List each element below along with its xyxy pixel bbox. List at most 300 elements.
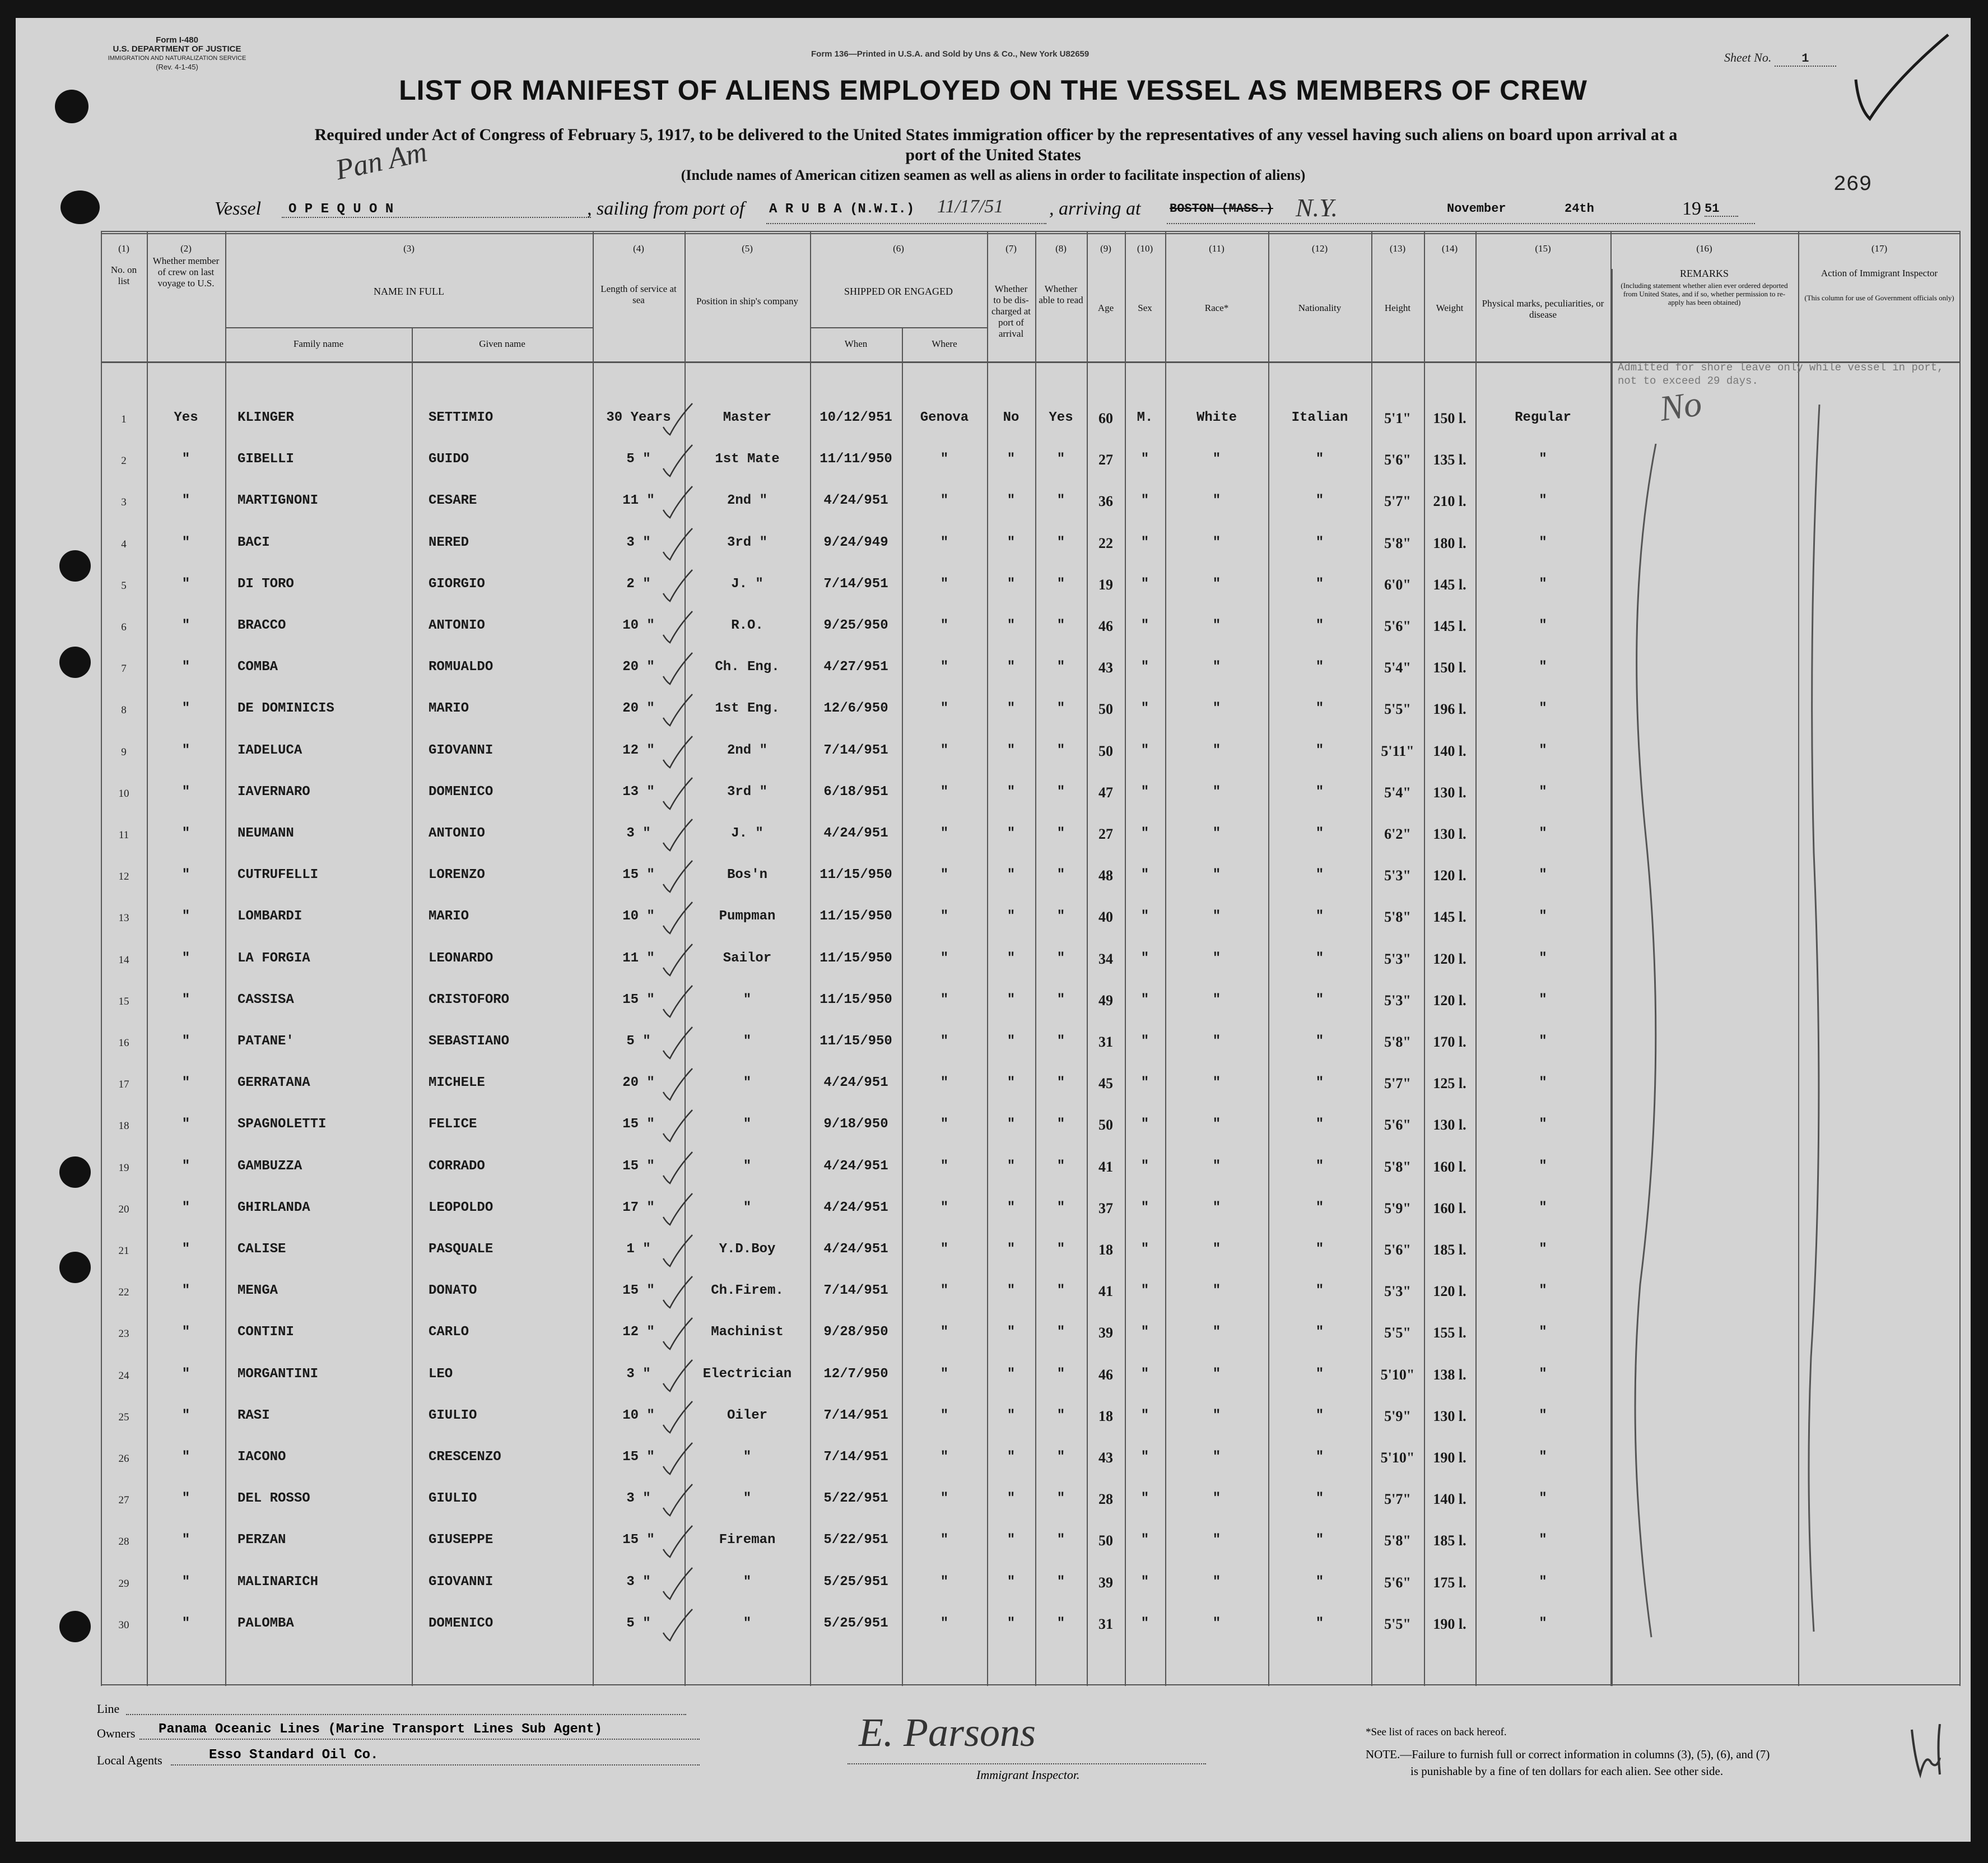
cell-when: 5/25/951 — [823, 1574, 888, 1590]
cell-position: " — [743, 1615, 752, 1631]
table-row — [101, 1230, 1961, 1272]
cell-service: 11 " — [622, 493, 655, 509]
tick-mark-icon — [661, 1442, 695, 1475]
owners-underline — [139, 1739, 700, 1740]
remark-admitted: Admitted for shore leave only while vessel in port, not to exceed 29 days. — [1618, 361, 1944, 387]
col-label-c9: Age — [1097, 303, 1114, 313]
cell-when: 7/14/951 — [823, 1283, 888, 1299]
cell-read: " — [1056, 1532, 1065, 1548]
cell-when: 5/22/951 — [823, 1491, 888, 1507]
cell-read: " — [1056, 742, 1065, 758]
cell-service: 17 " — [622, 1200, 655, 1215]
col-number-c7: (7) — [1005, 243, 1017, 254]
cell-given: CESARE — [429, 493, 477, 509]
arriving-port: BOSTON (MASS.) — [1170, 202, 1273, 216]
cell-where: " — [940, 1242, 949, 1257]
cell-last: " — [181, 701, 190, 717]
table-row — [101, 981, 1961, 1023]
cell-sex: " — [1140, 1034, 1149, 1049]
table-row — [101, 440, 1961, 482]
cell-disch: " — [1007, 826, 1016, 841]
cell-last: " — [181, 742, 190, 758]
cell-where: Genova — [920, 410, 969, 425]
tick-mark-icon — [661, 1525, 695, 1558]
cell-nat: " — [1315, 992, 1324, 1007]
tick-mark-icon — [661, 943, 695, 977]
col-shipped-when: When — [844, 338, 868, 349]
cell-last: " — [181, 1117, 190, 1132]
col-family-name: Family name — [293, 338, 344, 349]
footer — [97, 1702, 1945, 1831]
cell-marks: " — [1539, 701, 1547, 717]
cell-family: BRACCO — [238, 618, 286, 633]
cell-family: GIBELLI — [238, 452, 294, 467]
cell-race: " — [1212, 1491, 1221, 1507]
cell-where: " — [940, 535, 949, 550]
cell-nat: Italian — [1291, 410, 1348, 425]
table-row — [101, 1480, 1961, 1521]
cell-nat: " — [1315, 1075, 1324, 1091]
cell-height: 5'10" — [1380, 1366, 1415, 1383]
cell-given: ANTONIO — [429, 826, 485, 841]
cell-read: " — [1056, 1325, 1065, 1340]
cell-n: 14 — [118, 954, 129, 966]
cell-last: " — [181, 452, 190, 467]
tick-mark-icon — [661, 777, 695, 810]
cell-when: 6/18/951 — [823, 784, 888, 800]
cell-last: " — [181, 950, 190, 966]
cell-n: 4 — [121, 538, 127, 550]
cell-weight: 140 l. — [1433, 1491, 1466, 1508]
cell-when: 12/6/950 — [823, 701, 888, 717]
fine-note-1: NOTE.—Failure to furnish full or correct information in columns (3), (5), (6), and (7) — [1366, 1748, 1770, 1761]
cell-race: " — [1212, 992, 1221, 1007]
cell-marks: " — [1539, 1283, 1547, 1299]
cell-where: " — [940, 1491, 949, 1507]
cell-race: " — [1212, 1283, 1221, 1299]
cell-race: " — [1212, 950, 1221, 966]
cell-read: " — [1056, 1615, 1065, 1631]
cell-when: 4/24/951 — [823, 1242, 888, 1257]
cell-when: 4/27/951 — [823, 659, 888, 675]
cell-n: 28 — [118, 1536, 129, 1548]
table-row — [101, 1272, 1961, 1313]
cell-read: " — [1056, 1075, 1065, 1091]
tick-mark-icon — [661, 1608, 695, 1642]
cell-nat: " — [1315, 742, 1324, 758]
cell-last: " — [181, 618, 190, 633]
cell-read: " — [1056, 1200, 1065, 1215]
tick-mark-icon — [661, 984, 695, 1018]
table-row — [101, 815, 1961, 856]
cell-sex: " — [1140, 1532, 1149, 1548]
cell-position: J. " — [731, 826, 763, 841]
cell-weight: 135 l. — [1433, 452, 1466, 468]
cell-disch: " — [1007, 909, 1016, 924]
cell-n: 30 — [118, 1619, 129, 1631]
punch-hole — [59, 550, 91, 582]
table-row — [101, 482, 1961, 523]
cell-disch: " — [1007, 1117, 1016, 1132]
department: U.S. DEPARTMENT OF JUSTICE — [113, 44, 241, 54]
cell-family: RASI — [238, 1407, 270, 1423]
cell-race: " — [1212, 576, 1221, 592]
table-row — [101, 1521, 1961, 1563]
table-row — [101, 1397, 1961, 1438]
fine-note-2: is punishable by a fine of ten dollars for each alien. See other side. — [1410, 1764, 1724, 1778]
subtitle-line-3: (Include names of American citizen seamen as well as aliens in order to facilitate inspection of aliens) — [681, 167, 1306, 183]
cell-marks: Regular — [1515, 410, 1571, 425]
cell-marks: " — [1539, 909, 1547, 924]
cell-weight: 120 l. — [1433, 950, 1466, 967]
cell-read: " — [1056, 784, 1065, 800]
cell-service: 15 " — [622, 1449, 655, 1465]
cell-weight: 175 l. — [1433, 1574, 1466, 1591]
cell-read: " — [1056, 618, 1065, 633]
cell-when: 9/24/949 — [823, 535, 888, 550]
cell-age: 50 — [1098, 1532, 1113, 1549]
cell-when: 7/14/951 — [823, 742, 888, 758]
page-title: LIST OR MANIFEST OF ALIENS EMPLOYED ON THE VESSEL AS MEMBERS OF CREW — [399, 75, 1587, 106]
cell-read: " — [1056, 1242, 1065, 1257]
ditto-line-remarks — [1629, 444, 1674, 1643]
cell-height: 5'7" — [1384, 1075, 1411, 1092]
owners-value: Panama Oceanic Lines (Marine Transport Lines Sub Agent) — [159, 1722, 603, 1737]
inspector-underline — [848, 1763, 1206, 1764]
tick-mark-icon — [661, 652, 695, 685]
col-number-c1: (1) — [118, 243, 129, 254]
cell-service: 3 " — [626, 826, 651, 841]
cell-given: CRISTOFORO — [429, 992, 510, 1007]
tick-mark-icon — [661, 901, 695, 935]
cell-weight: 190 l. — [1433, 1615, 1466, 1632]
cell-race: " — [1212, 701, 1221, 717]
cell-weight: 130 l. — [1433, 784, 1466, 801]
cell-disch: " — [1007, 1449, 1016, 1465]
cell-n: 6 — [121, 621, 127, 633]
cell-last: " — [181, 1491, 190, 1507]
cell-race: " — [1212, 1242, 1221, 1257]
sheet-number-label — [1724, 50, 1836, 67]
cell-age: 28 — [1098, 1491, 1113, 1508]
cell-when: 12/7/950 — [823, 1366, 888, 1382]
cell-family: DI TORO — [238, 576, 294, 592]
col-number-c11: (11) — [1209, 243, 1225, 254]
cell-family: MENGA — [238, 1283, 278, 1299]
punch-hole — [59, 1252, 91, 1283]
cell-where: " — [940, 784, 949, 800]
cell-nat: " — [1315, 1407, 1324, 1423]
cell-given: GIUSEPPE — [429, 1532, 493, 1548]
cell-n: 7 — [121, 663, 127, 675]
cell-disch: " — [1007, 701, 1016, 717]
cell-position: Pumpman — [719, 909, 776, 924]
cell-family: GAMBUZZA — [238, 1158, 302, 1174]
arrival-day: 24th — [1565, 202, 1594, 216]
cell-n: 24 — [118, 1369, 129, 1382]
cell-weight: 145 l. — [1433, 618, 1466, 634]
remark-handwritten: No — [1657, 383, 1705, 429]
cell-height: 5'5" — [1384, 1615, 1411, 1632]
cell-sex: M. — [1137, 410, 1153, 425]
tick-mark-icon — [661, 1234, 695, 1267]
cell-age: 34 — [1098, 950, 1113, 967]
cell-race: " — [1212, 535, 1221, 550]
cell-n: 26 — [118, 1453, 129, 1465]
col-number-c16: (16) — [1696, 243, 1712, 254]
cell-family: MALINARICH — [238, 1574, 319, 1590]
cell-when: 7/14/951 — [823, 1449, 888, 1465]
cell-weight: 150 l. — [1433, 659, 1466, 676]
cell-nat: " — [1315, 1532, 1324, 1548]
cell-position: Bos'n — [727, 867, 767, 883]
cell-read: " — [1056, 535, 1065, 550]
service: IMMIGRATION AND NATURALIZATION SERVICE — [108, 55, 246, 62]
cell-n: 19 — [118, 1162, 129, 1174]
cell-when: 5/22/951 — [823, 1532, 888, 1548]
cell-sex: " — [1140, 1615, 1149, 1631]
cell-n: 20 — [118, 1203, 129, 1215]
cell-nat: " — [1315, 1242, 1324, 1257]
cell-where: " — [940, 950, 949, 966]
cell-marks: " — [1539, 618, 1547, 633]
cell-position: Ch. Eng. — [715, 659, 780, 675]
cell-service: 20 " — [622, 659, 655, 675]
cell-sex: " — [1140, 992, 1149, 1007]
cell-nat: " — [1315, 867, 1324, 883]
tick-mark-icon — [661, 1567, 695, 1600]
cell-given: DOMENICO — [429, 784, 493, 800]
cell-marks: " — [1539, 1325, 1547, 1340]
cell-sex: " — [1140, 909, 1149, 924]
col-label-c17: Action of Immigrant Inspector — [1821, 268, 1938, 278]
cell-where: " — [940, 452, 949, 467]
cell-age: 39 — [1098, 1325, 1113, 1341]
cell-read: " — [1056, 1574, 1065, 1590]
cell-marks: " — [1539, 1449, 1547, 1465]
cell-when: 11/15/950 — [820, 1034, 892, 1049]
cell-weight: 160 l. — [1433, 1158, 1466, 1175]
cell-last: " — [181, 1075, 190, 1091]
agents-value: Esso Standard Oil Co. — [209, 1748, 379, 1763]
table-bottom-border — [101, 1684, 1961, 1685]
cell-height: 5'8" — [1384, 1532, 1411, 1549]
col-label-c15: Physical marks, peculiarities, or disease — [1482, 298, 1604, 320]
cell-where: " — [940, 867, 949, 883]
tick-mark-icon — [661, 1483, 695, 1517]
cell-position: " — [743, 1449, 752, 1465]
col-number-c5: (5) — [742, 243, 753, 254]
cell-nat: " — [1315, 1034, 1324, 1049]
inspector-signature: E. Parsons — [859, 1710, 1036, 1755]
cell-age: 43 — [1098, 1449, 1113, 1466]
table-row — [101, 898, 1961, 939]
cell-n: 17 — [118, 1079, 129, 1091]
cell-given: GIOVANNI — [429, 742, 493, 758]
cell-nat: " — [1315, 1325, 1324, 1340]
cell-family: IACONO — [238, 1449, 286, 1465]
cell-marks: " — [1539, 826, 1547, 841]
cell-n: 5 — [121, 579, 127, 592]
cell-family: MARTIGNONI — [238, 493, 319, 509]
shipped-header-divider — [810, 327, 987, 328]
line-label: Line — [97, 1702, 120, 1716]
cell-family: CALISE — [238, 1242, 286, 1257]
cell-nat: " — [1315, 1283, 1324, 1299]
cell-given: LEOPOLDO — [429, 1200, 493, 1215]
table-row — [101, 690, 1961, 731]
cell-position: Y.D.Boy — [719, 1242, 776, 1257]
arriving-label: , arriving at — [1049, 198, 1141, 219]
cell-where: " — [940, 1532, 949, 1548]
tick-mark-icon — [661, 1275, 695, 1309]
cell-nat: " — [1315, 1574, 1324, 1590]
col-number-c17: (17) — [1871, 243, 1888, 254]
cell-nat: " — [1315, 1200, 1324, 1215]
cell-n: 8 — [121, 704, 127, 717]
col-label-c1: No. on list — [110, 264, 137, 286]
tick-mark-icon — [661, 1151, 695, 1184]
cell-service: 2 " — [626, 576, 651, 592]
cell-where: " — [940, 493, 949, 509]
tick-mark-icon — [661, 1317, 695, 1350]
cell-family: SPAGNOLETTI — [238, 1117, 327, 1132]
cell-given: MICHELE — [429, 1075, 485, 1091]
cell-height: 5'1" — [1384, 410, 1411, 426]
col-number-c10: (10) — [1137, 243, 1153, 254]
cell-height: 5'3" — [1384, 992, 1411, 1009]
cell-marks: " — [1539, 1075, 1547, 1091]
cell-sex: " — [1140, 867, 1149, 883]
cell-marks: " — [1539, 1366, 1547, 1382]
cell-weight: 120 l. — [1433, 867, 1466, 884]
cell-last: " — [181, 1325, 190, 1340]
cell-race: White — [1196, 410, 1237, 425]
col-label-c14: Weight — [1436, 303, 1464, 313]
cell-position: J. " — [731, 576, 763, 592]
cell-sex: " — [1140, 452, 1149, 467]
cell-disch: " — [1007, 1615, 1016, 1631]
cell-last: " — [181, 1158, 190, 1174]
cell-family: BACI — [238, 535, 270, 550]
cell-position: " — [743, 1034, 752, 1049]
cell-race: " — [1212, 826, 1221, 841]
vessel-label: Vessel — [215, 198, 262, 219]
cell-height: 5'8" — [1384, 909, 1411, 926]
cell-weight: 170 l. — [1433, 1034, 1466, 1050]
cell-disch: " — [1007, 1366, 1016, 1382]
cell-where: " — [940, 909, 949, 924]
punch-hole — [59, 1156, 91, 1188]
arrival-month: November — [1447, 202, 1506, 216]
cell-n: 27 — [118, 1494, 129, 1507]
cell-marks: " — [1539, 535, 1547, 550]
col-label-c12: Nationality — [1298, 303, 1342, 313]
cell-weight: 185 l. — [1433, 1532, 1466, 1549]
cell-given: LEONARDO — [429, 950, 493, 966]
cell-age: 43 — [1098, 659, 1113, 676]
cell-n: 11 — [118, 829, 129, 841]
cell-position: " — [743, 1491, 752, 1507]
table-row — [101, 940, 1961, 981]
tick-mark-icon — [661, 444, 695, 477]
cell-sex: " — [1140, 1449, 1149, 1465]
cell-race: " — [1212, 1158, 1221, 1174]
col-label-c5: Position in ship's company — [696, 296, 799, 306]
cell-race: " — [1212, 452, 1221, 467]
cell-family: KLINGER — [238, 410, 294, 425]
cell-age: 27 — [1098, 826, 1113, 842]
cell-service: 15 " — [622, 1158, 655, 1174]
cell-weight: 160 l. — [1433, 1200, 1466, 1216]
cell-disch: " — [1007, 535, 1016, 550]
cell-read: " — [1056, 1034, 1065, 1049]
arriving-handwritten: N.Y. — [1296, 193, 1338, 222]
cell-sex: " — [1140, 1407, 1149, 1423]
cell-disch: " — [1007, 992, 1016, 1007]
cell-family: CONTINI — [238, 1325, 294, 1340]
cell-nat: " — [1315, 1449, 1324, 1465]
cell-sex: " — [1140, 1283, 1149, 1299]
cell-position: Electrician — [702, 1366, 792, 1382]
cell-height: 5'4" — [1384, 659, 1411, 676]
cell-service: 3 " — [626, 1366, 651, 1382]
cell-last: " — [181, 1200, 190, 1215]
agents-label: Local Agents — [97, 1753, 162, 1767]
col-label-c10: Sex — [1138, 303, 1152, 313]
cell-sex: " — [1140, 1491, 1149, 1507]
table-top-border — [101, 233, 1961, 234]
cell-position: " — [743, 1075, 752, 1091]
col-number-c8: (8) — [1055, 243, 1067, 254]
cell-marks: " — [1539, 1532, 1547, 1548]
cell-sex: " — [1140, 618, 1149, 633]
cell-position: 1st Mate — [715, 452, 780, 467]
cell-height: 5'6" — [1384, 1574, 1411, 1591]
tick-mark-icon — [661, 693, 695, 727]
cell-weight: 190 l. — [1433, 1449, 1466, 1466]
cell-race: " — [1212, 867, 1221, 883]
handwritten-note: Pan Am — [332, 136, 430, 187]
cell-sex: " — [1140, 659, 1149, 675]
cell-position: Oiler — [727, 1407, 767, 1423]
stamp-number: 269 — [1833, 173, 1872, 197]
cell-family: PALOMBA — [238, 1615, 294, 1631]
cell-family: IAVERNARO — [238, 784, 310, 800]
cell-read: " — [1056, 1449, 1065, 1465]
cell-nat: " — [1315, 535, 1324, 550]
table-row — [101, 732, 1961, 773]
cell-height: 5'7" — [1384, 1491, 1411, 1508]
cell-service: 3 " — [626, 1491, 651, 1507]
cell-weight: 185 l. — [1433, 1242, 1466, 1258]
cell-n: 15 — [118, 995, 129, 1007]
cell-service: 15 " — [622, 1117, 655, 1132]
col-remarks-sub: (Including statement whether alien ever ordered deported from United States, and if so, whether permission to re-apply has been obtained) — [1621, 281, 1788, 306]
sailing-label: , sailing from port of — [587, 198, 745, 219]
cell-n: 16 — [118, 1037, 129, 1049]
table-row — [101, 773, 1961, 815]
cell-disch: " — [1007, 742, 1016, 758]
cell-when: 4/24/951 — [823, 1158, 888, 1174]
cell-disch: " — [1007, 1532, 1016, 1548]
cell-disch: " — [1007, 784, 1016, 800]
cell-disch: " — [1007, 1200, 1016, 1215]
cell-height: 5'3" — [1384, 867, 1411, 884]
tick-mark-icon — [661, 735, 695, 769]
cell-position: " — [743, 1158, 752, 1174]
cell-position: Machinist — [711, 1325, 784, 1340]
